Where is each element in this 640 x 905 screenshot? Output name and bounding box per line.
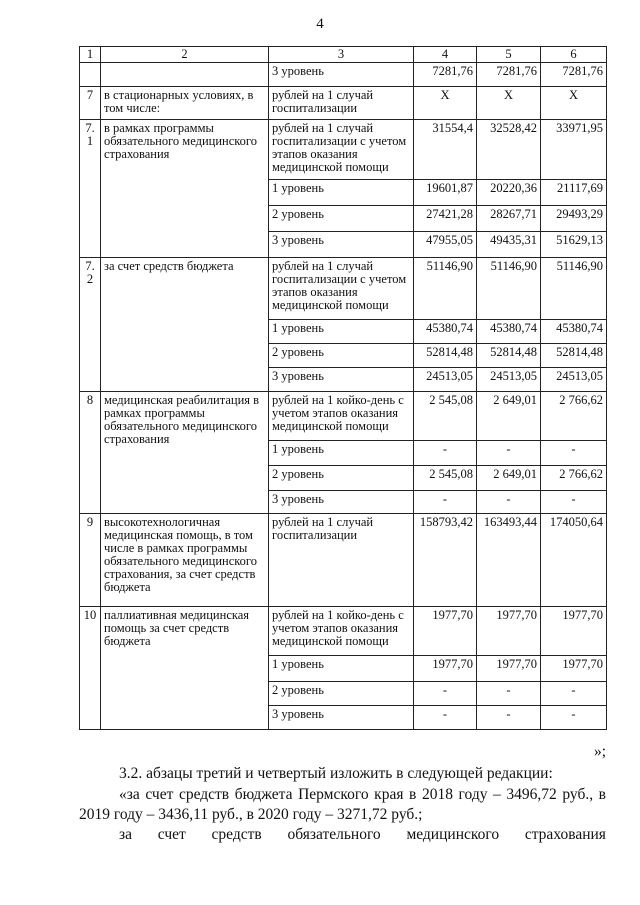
- paragraph-budget-amounts: «за счет средств бюджета Пермского края в 2018 году – 3496,72 руб., в 2019 году – 3436,11 руб., в 2020 году – 3271,72 руб.;: [79, 786, 606, 823]
- value-cell-2018: 47955,05: [414, 232, 477, 258]
- word: страхования: [524, 826, 606, 843]
- value-cell-2019: 20220,36: [477, 180, 541, 206]
- value-cell-2019: 2 649,01: [477, 392, 541, 441]
- value-cell-2018: -: [414, 491, 477, 514]
- table-row: [80, 258, 607, 320]
- table-row: [80, 607, 607, 656]
- value-cell-2018: 31554,4: [414, 120, 477, 180]
- value-cell-2018: 27421,28: [414, 206, 477, 232]
- value-cell-2018: 51146,90: [414, 258, 477, 320]
- closing-quote: »;: [593, 743, 606, 760]
- value-cell-2018: -: [414, 682, 477, 706]
- value-cell-2019: -: [477, 491, 541, 514]
- value-cell-2018: -: [414, 441, 477, 466]
- value-cell-2020: 1977,70: [541, 656, 607, 682]
- value-cell-2018: 2 545,08: [414, 392, 477, 441]
- unit-cell: рублей на 1 койко-день с учетом этапов оказания медицинской помощи: [269, 392, 414, 441]
- header-cell-4: 4: [414, 47, 477, 63]
- level-cell: 2 уровень: [269, 466, 414, 491]
- row-desc-cell: в рамках программы обязательного медицинского страхования: [101, 120, 269, 258]
- value-cell-2020: 29493,29: [541, 206, 607, 232]
- value-cell-2020: 174050,64: [541, 514, 607, 607]
- table-row: [80, 392, 607, 441]
- level-cell: 1 уровень: [269, 180, 414, 206]
- level-cell: 2 уровень: [269, 206, 414, 232]
- tariff-table: [79, 46, 607, 730]
- word: за: [119, 826, 133, 843]
- value-cell-2019: Х: [477, 87, 541, 120]
- value-cell-2020: -: [541, 706, 607, 730]
- value-cell-2019: 49435,31: [477, 232, 541, 258]
- unit-cell: рублей на 1 случай госпитализации: [269, 87, 414, 120]
- value-cell-2018: 52814,48: [414, 344, 477, 368]
- value-cell-2018: 158793,42: [414, 514, 477, 607]
- row-number-cell: 8: [80, 392, 101, 514]
- value-cell-2018: 24513,05: [414, 368, 477, 392]
- value-cell-2019: 24513,05: [477, 368, 541, 392]
- unit-cell: рублей на 1 случай госпитализации с учетом этапов оказания медицинской помощи: [269, 120, 414, 180]
- value-cell-2018: 1977,70: [414, 607, 477, 656]
- header-cell-2: 2: [101, 47, 269, 63]
- value-cell-2020: 52814,48: [541, 344, 607, 368]
- header-cell-5: 5: [477, 47, 541, 63]
- table-row: [80, 87, 607, 120]
- value-cell-2020: 21117,69: [541, 180, 607, 206]
- value-cell-2020: 2 766,62: [541, 392, 607, 441]
- word: счет: [157, 826, 186, 843]
- value-cell-2019: 1977,70: [477, 607, 541, 656]
- table-row: [80, 514, 607, 607]
- level-cell: 3 уровень: [269, 232, 414, 258]
- value-cell-2020: 45380,74: [541, 320, 607, 344]
- value-cell-2018: 45380,74: [414, 320, 477, 344]
- unit-cell: рублей на 1 случай госпитализации: [269, 514, 414, 607]
- level-cell: 1 уровень: [269, 656, 414, 682]
- row-desc-cell: за счет средств бюджета: [101, 258, 269, 392]
- level-cell: 2 уровень: [269, 682, 414, 706]
- value-cell-2020: 2 766,62: [541, 466, 607, 491]
- value-cell-2020: -: [541, 441, 607, 466]
- row-number-cell: 7.1: [80, 120, 101, 258]
- value-cell-2020: -: [541, 682, 607, 706]
- level-cell: 1 уровень: [269, 320, 414, 344]
- value-cell-2020: 33971,95: [541, 120, 607, 180]
- value-cell-2019: 2 649,01: [477, 466, 541, 491]
- level-cell: 1 уровень: [269, 441, 414, 466]
- level-cell: 3 уровень: [269, 491, 414, 514]
- value-cell-2020: -: [541, 491, 607, 514]
- value-cell-2019: 51146,90: [477, 258, 541, 320]
- word: медицинского: [406, 826, 500, 843]
- table-row: [80, 120, 607, 180]
- row-number-cell: 7.2: [80, 258, 101, 392]
- row-number-cell: [80, 63, 101, 87]
- value-cell-2019: 52814,48: [477, 344, 541, 368]
- value-cell-2020: 51146,90: [541, 258, 607, 320]
- row-desc-cell: в стационарных условиях, в том числе:: [101, 87, 269, 120]
- header-cell-3: 3: [269, 47, 414, 63]
- value-cell-2018: -: [414, 706, 477, 730]
- level-cell: 3 уровень: [269, 63, 414, 87]
- value-cell-2019: -: [477, 441, 541, 466]
- header-cell-1: 1: [80, 47, 101, 63]
- unit-cell: рублей на 1 койко-день с учетом этапов оказания медицинской помощи: [269, 607, 414, 656]
- value-cell-2018: 19601,87: [414, 180, 477, 206]
- row-desc-cell: [101, 63, 269, 87]
- value-cell-2018: 1977,70: [414, 656, 477, 682]
- paragraph-amendment-intro: 3.2. абзацы третий и четвертый изложить в следующей редакции:: [119, 765, 553, 782]
- table-row: [80, 63, 607, 87]
- level-cell: 3 уровень: [269, 368, 414, 392]
- value-cell-2020: Х: [541, 87, 607, 120]
- row-number-cell: 9: [80, 514, 101, 607]
- paragraph-insurance-line: [79, 825, 606, 845]
- value-cell-2018: 2 545,08: [414, 466, 477, 491]
- value-cell-2020: 51629,13: [541, 232, 607, 258]
- table-header-row: [80, 47, 607, 63]
- value-cell-2019: 1977,70: [477, 656, 541, 682]
- value-cell-2019: 163493,44: [477, 514, 541, 607]
- value-cell-2020: 7281,76: [541, 63, 607, 87]
- value-cell-2018: 7281,76: [414, 63, 477, 87]
- row-number-cell: 10: [80, 607, 101, 730]
- level-cell: 3 уровень: [269, 706, 414, 730]
- value-cell-2020: 24513,05: [541, 368, 607, 392]
- word: обязательного: [287, 826, 381, 843]
- value-cell-2018: Х: [414, 87, 477, 120]
- row-desc-cell: высокотехнологичная медицинская помощь, в том числе в рамках программы обязательного медицинского страхования, за счет средств бюджета: [101, 514, 269, 607]
- row-desc-cell: паллиативная медицинская помощь за счет средств бюджета: [101, 607, 269, 730]
- value-cell-2019: 28267,71: [477, 206, 541, 232]
- page-number: 4: [316, 16, 324, 32]
- value-cell-2019: 45380,74: [477, 320, 541, 344]
- header-cell-6: 6: [541, 47, 607, 63]
- value-cell-2019: 32528,42: [477, 120, 541, 180]
- value-cell-2019: -: [477, 706, 541, 730]
- value-cell-2019: -: [477, 682, 541, 706]
- word: средств: [211, 826, 262, 843]
- row-number-cell: 7: [80, 87, 101, 120]
- level-cell: 2 уровень: [269, 344, 414, 368]
- unit-cell: рублей на 1 случай госпитализации с учетом этапов оказания медицинской помощи: [269, 258, 414, 320]
- value-cell-2020: 1977,70: [541, 607, 607, 656]
- row-desc-cell: медицинская реабилитация в рамках программы обязательного медицинского страхования: [101, 392, 269, 514]
- value-cell-2019: 7281,76: [477, 63, 541, 87]
